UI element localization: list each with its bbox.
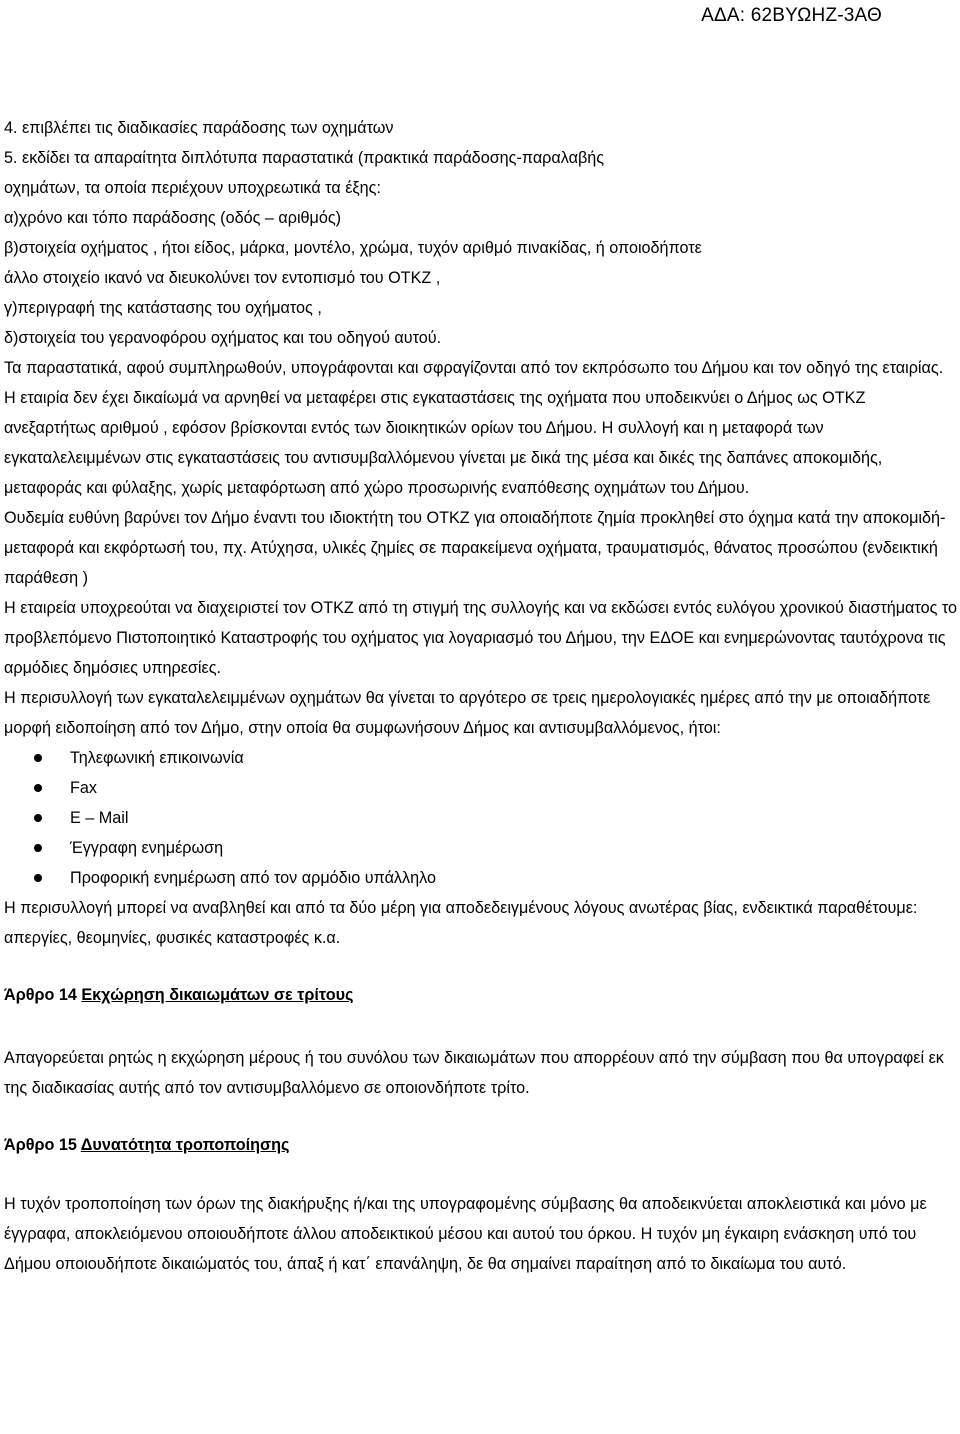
paragraph-certificate: Η εταιρεία υποχρεούται να διαχειριστεί τον ΟΤΚΖ από τη στιγμή της συλλογής και να εκδώσει εντός ευλόγου χρονικού διαστήματος το προβλεπόμενο Πιστοποιητικό Καταστροφής του οχήματος για λογαριασμό του Δήμου, την ΕΔΟΕ και ενημερώνοντας ταυτόχρονα τις αρμόδιες δημόσιες υπηρεσίες. <box>4 599 958 677</box>
list-item: Τηλεφωνική επικοινωνία <box>4 743 958 773</box>
subitem-b: β)στοιχεία οχήματος , ήτοι είδος, μάρκα, μοντέλο, χρώμα, τυχόν αριθμό πινακίδας, ή οποιοδήποτε <box>4 239 702 257</box>
paragraph-collection-timing: Η περισυλλογή των εγκαταλελειμμένων οχημάτων θα γίνεται το αργότερο σε τρεις ημερολογιακές ημέρες από την με οποιαδήποτε μορφή ειδοποίηση από τον Δήμο, στην οποία θα συμφωνήσουν Δήμος και αντισυμβαλλόμενος, ήτοι: <box>4 689 931 737</box>
subitem-a: α)χρόνο και τόπο παράδοσης (οδός – αριθμός) <box>4 209 342 227</box>
paragraph-signing: Τα παραστατικά, αφού συμπληρωθούν, υπογράφονται και σφραγίζονται από τον εκπρόσωπο του Δήμου και τον οδηγό της εταιρίας. <box>4 359 944 377</box>
bullet-icon <box>34 784 42 792</box>
paragraph-company-obligation: Η εταιρία δεν έχει δικαίωμά να αρνηθεί να μεταφέρει στις εγκαταστάσεις της οχήματα που υποδεικνύει ο Δήμος ως ΟΤΚΖ ανεξαρτήτως αριθμού , εφόσον βρίσκονται εντός των διοικητικών ορίων του Δήμου. Η συλλογή και η μεταφορά των εγκαταλελειμμένων στις εγκαταστάσεις του αντισυμβαλλόμενου γίνεται με δικά της μέσα και δικές της δαπάνες αποκομιδής, μεταφοράς και φύλαξης, χωρίς μεταφόρτωση από χώρο προσωρινής εναπόθεσης οχημάτων του Δήμου. <box>4 389 883 497</box>
list-item: Προφορική ενημέρωση από τον αρμόδιο υπάλληλο <box>4 863 958 893</box>
subitem-b-continuation: άλλο στοιχείο ικανό να διευκολύνει τον εντοπισμό του ΟΤΚΖ , <box>4 269 441 287</box>
bullet-icon <box>34 874 42 882</box>
subitem-c: γ)περιγραφή της κατάστασης του οχήματος , <box>4 299 322 317</box>
list-item: Fax <box>4 773 958 803</box>
article-15-heading: Άρθρο 15 Δυνατότητα τροποποίησης <box>4 1136 290 1154</box>
list-item: E – Mail <box>4 803 958 833</box>
bullet-icon <box>34 754 42 762</box>
article-15-body: Η τυχόν τροποποίηση των όρων της διακήρυξης ή/και της υπογραφομένης σύμβασης θα αποδεικνύεται αποκλειστικά και μόνο με έγγραφα, αποκλειόμενου οποιουδήποτε άλλου αποδεικτικού μέσου και αυτού του όρκου. Η τυχόν μη έγκαιρη ενάσκηση υπό του Δήμου οποιουδήποτε δικαιώματός του, άπαξ ή κατ΄ επανάληψη, δε θα σημαίνει παραίτηση από το δικαίωμα του αυτό. <box>4 1195 927 1273</box>
article-14-body: Απαγορεύεται ρητώς η εκχώρηση μέρους ή του συνόλου των δικαιωμάτων που απορρέουν από την σύμβαση που θα υπογραφεί εκ της διαδικασίας αυτής από τον αντισυμβαλλόμενο σε οποιονδήποτε τρίτο. <box>4 1049 944 1097</box>
item-4-line: 4. επιβλέπει τις διαδικασίες παράδοσης των οχημάτων <box>4 119 394 137</box>
article-14-heading: Άρθρο 14 Εκχώρηση δικαιωμάτων σε τρίτους <box>4 986 354 1004</box>
bullet-icon <box>34 844 42 852</box>
list-item: Έγγραφη ενημέρωση <box>4 833 958 863</box>
item-5-continuation: οχημάτων, τα οποία περιέχουν υποχρεωτικά τα έξης: <box>4 179 381 197</box>
notification-methods-list <box>4 743 958 893</box>
paragraph-liability: Ουδεμία ευθύνη βαρύνει τον Δήμο έναντι του ιδιοκτήτη του ΟΤΚΖ για οποιαδήποτε ζημία προκληθεί στο όχημα κατά την αποκομιδή- μεταφορά και εκφόρτωσή του, πχ. Ατύχησα, υλικές ζημίες σε παρακείμενα οχήματα, τραυματισμός, θάνατος προσώπου (ενδεικτική παράθεση ) <box>4 509 946 587</box>
document-body <box>4 113 958 1279</box>
bullet-icon <box>34 814 42 822</box>
ada-code: ΑΔΑ: 62ΒΥΩΗΖ-3ΑΘ <box>701 5 882 26</box>
item-5-line: 5. εκδίδει τα απαραίτητα διπλότυπα παραστατικά (πρακτικά παράδοσης-παραλαβής <box>4 149 605 167</box>
paragraph-postponement: Η περισυλλογή μπορεί να αναβληθεί και από τα δύο μέρη για αποδεδειγμένους λόγους ανωτέρας βίας, ενδεικτικά παραθέτουμε: απεργίες, θεομηνίες, φυσικές καταστροφές κ.α. <box>4 899 918 947</box>
subitem-d: δ)στοιχεία του γερανοφόρου οχήματος και του οδηγού αυτού. <box>4 329 442 347</box>
